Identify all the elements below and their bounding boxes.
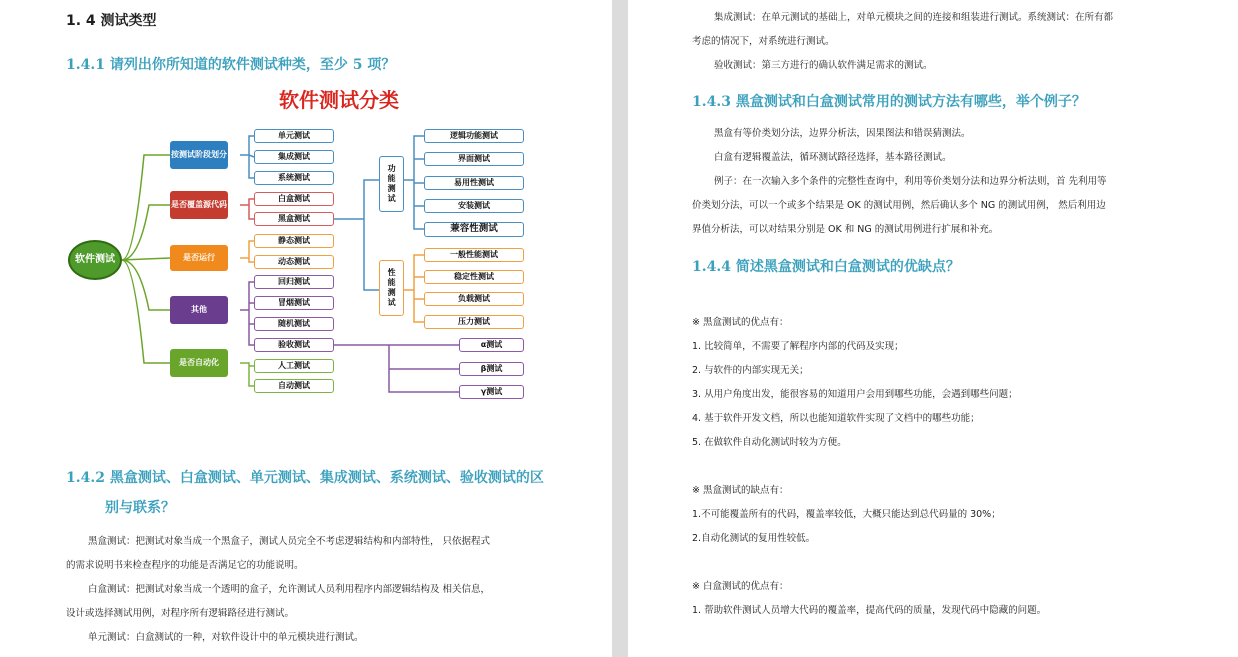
leaf-dynamic-test: 动态测试: [254, 255, 334, 269]
leaf-unit-test: 单元测试: [254, 129, 334, 143]
leaf-stress-test: 压力测试: [424, 315, 524, 329]
paragraph-unit-test: 单元测试：白盒测试的一种，对软件设计中的单元模块进行测试。: [88, 632, 364, 643]
paragraph-acceptance: 验收测试：第三方进行的确认软件满足需求的测试。: [714, 60, 933, 71]
paragraph-integration: 集成测试：在单元测试的基础上，对单元模块之间的连接和组装进行测试。系统测试：在所有都: [714, 12, 1114, 23]
black-box-advantages-heading: ※ 黑盒测试的优点有：: [692, 317, 789, 328]
right-page: [628, 0, 1238, 657]
white-box-advantages-heading: ※ 白盒测试的优点有：: [692, 581, 789, 592]
category-stage: 按测试阶段划分: [170, 141, 228, 169]
paragraph-integration-cont: 考虑的情况下，对系统进行测试。: [692, 36, 835, 47]
question-2-title-line2: 别与联系？: [105, 500, 175, 516]
leaf-acceptance-test: 验收测试: [254, 338, 334, 352]
leaf-integration-test: 集成测试: [254, 150, 334, 164]
paragraph-white-box-2: 设计或选择测试用例，对程序所有逻辑路径进行测试。: [66, 608, 295, 619]
left-page: [0, 0, 612, 657]
black-box-advantage-2: 2. 与软件的内部实现无关；: [692, 365, 809, 376]
leaf-load-test: 负载测试: [424, 292, 524, 306]
category-other: 其他: [170, 296, 228, 324]
q3-paragraph-3: 例子：在一次输入多个条件的完整性查询中，利用等价类划分法和边界分析法则，首 先利用等: [714, 176, 1107, 187]
leaf-gamma-test: γ测试: [459, 385, 524, 399]
leaf-smoke-test: 冒烟测试: [254, 296, 334, 310]
category-run: 是否运行: [170, 245, 228, 271]
q3-paragraph-5: 界值分析法，可以对结果分别是 OK 和 NG 的测试用例进行扩展和补充。: [692, 224, 999, 235]
black-box-disadvantages-heading: ※ 黑盒测试的缺点有：: [692, 485, 789, 496]
q3-paragraph-1: 黑盒有等价类划分法，边界分析法，因果图法和错误猜测法。: [714, 128, 971, 139]
page-gutter: [612, 0, 628, 657]
paragraph-black-box-1: 黑盒测试：把测试对象当成一个黑盒子，测试人员完全不考虑逻辑结构和内部特性， 只依据程式: [88, 536, 491, 547]
question-3-title: 1.4.3 黑盒测试和白盒测试常用的测试方法有哪些，举个例子？: [692, 94, 1086, 110]
leaf-regression-test: 回归测试: [254, 275, 334, 289]
black-box-advantage-1: 1. 比较简单，不需要了解程序内部的代码及实现；: [692, 341, 904, 352]
leaf-install-test: 安装测试: [424, 199, 524, 213]
leaf-black-box: 黑盒测试: [254, 212, 334, 226]
black-box-disadvantage-2: 2.自动化测试的复用性较低。: [692, 533, 816, 544]
box-performance-test: 性能测试: [379, 260, 404, 316]
leaf-general-performance-test: 一般性能测试: [424, 248, 524, 262]
black-box-advantage-4: 4. 基于软件开发文档，所以也能知道软件实现了文档中的哪些功能；: [692, 413, 980, 424]
category-automation: 是否自动化: [170, 349, 228, 377]
paragraph-black-box-2: 的需求说明书来检查程序的功能是否满足它的功能说明。: [66, 560, 304, 571]
q3-paragraph-2: 白盒有逻辑覆盖法，循环测试路径选择，基本路径测试。: [714, 152, 952, 163]
leaf-system-test: 系统测试: [254, 171, 334, 185]
leaf-beta-test: β测试: [459, 362, 524, 376]
leaf-white-box: 白盒测试: [254, 192, 334, 206]
mindmap-root: 软件测试: [68, 240, 122, 280]
leaf-static-test: 静态测试: [254, 234, 334, 248]
white-box-advantage-1: 1. 帮助软件测试人员增大代码的覆盖率，提高代码的质量，发现代码中隐藏的问题。: [692, 605, 1047, 616]
leaf-compatibility-test: 兼容性测试: [424, 222, 524, 237]
mindmap-title: 软件测试分类: [279, 88, 399, 112]
leaf-random-test: 随机测试: [254, 317, 334, 331]
paragraph-white-box-1: 白盒测试：把测试对象当成一个透明的盒子，允许测试人员利用程序内部逻辑结构及 相关信息，: [88, 584, 491, 595]
leaf-alpha-test: α测试: [459, 338, 524, 352]
q3-paragraph-4: 价类划分法，可以一个或多个结果是 OK 的测试用例，然后确认多个 NG 的测试用例， 然后利用边: [692, 200, 1106, 211]
section-title: 1. 4 测试类型: [66, 13, 157, 29]
black-box-advantage-3: 3. 从用户角度出发，能很容易的知道用户会用到哪些功能，会遇到哪些问题；: [692, 389, 1018, 400]
leaf-ui-test: 界面测试: [424, 152, 524, 166]
question-4-title: 1.4.4 简述黑盒测试和白盒测试的优缺点？: [692, 259, 960, 275]
leaf-stability-test: 稳定性测试: [424, 270, 524, 284]
black-box-disadvantage-1: 1.不可能覆盖所有的代码，覆盖率较低，大概只能达到总代码量的 30%；: [692, 509, 1001, 520]
mindmap-diagram: [64, 80, 544, 400]
category-code-coverage: 是否覆盖源代码: [170, 191, 228, 219]
leaf-manual-test: 人工测试: [254, 359, 334, 373]
black-box-advantage-5: 5. 在做软件自动化测试时较为方便。: [692, 437, 847, 448]
question-1-title: 1.4.1 请列出你所知道的软件测试种类，至少 5 项？: [66, 57, 396, 73]
question-2-title-line1: 1.4.2 黑盒测试、白盒测试、单元测试、集成测试、系统测试、验收测试的区: [66, 470, 544, 486]
leaf-logic-function-test: 逻辑功能测试: [424, 129, 524, 143]
leaf-automated-test: 自动测试: [254, 379, 334, 393]
box-functional-test: 功能测试: [379, 156, 404, 212]
leaf-usability-test: 易用性测试: [424, 176, 524, 190]
